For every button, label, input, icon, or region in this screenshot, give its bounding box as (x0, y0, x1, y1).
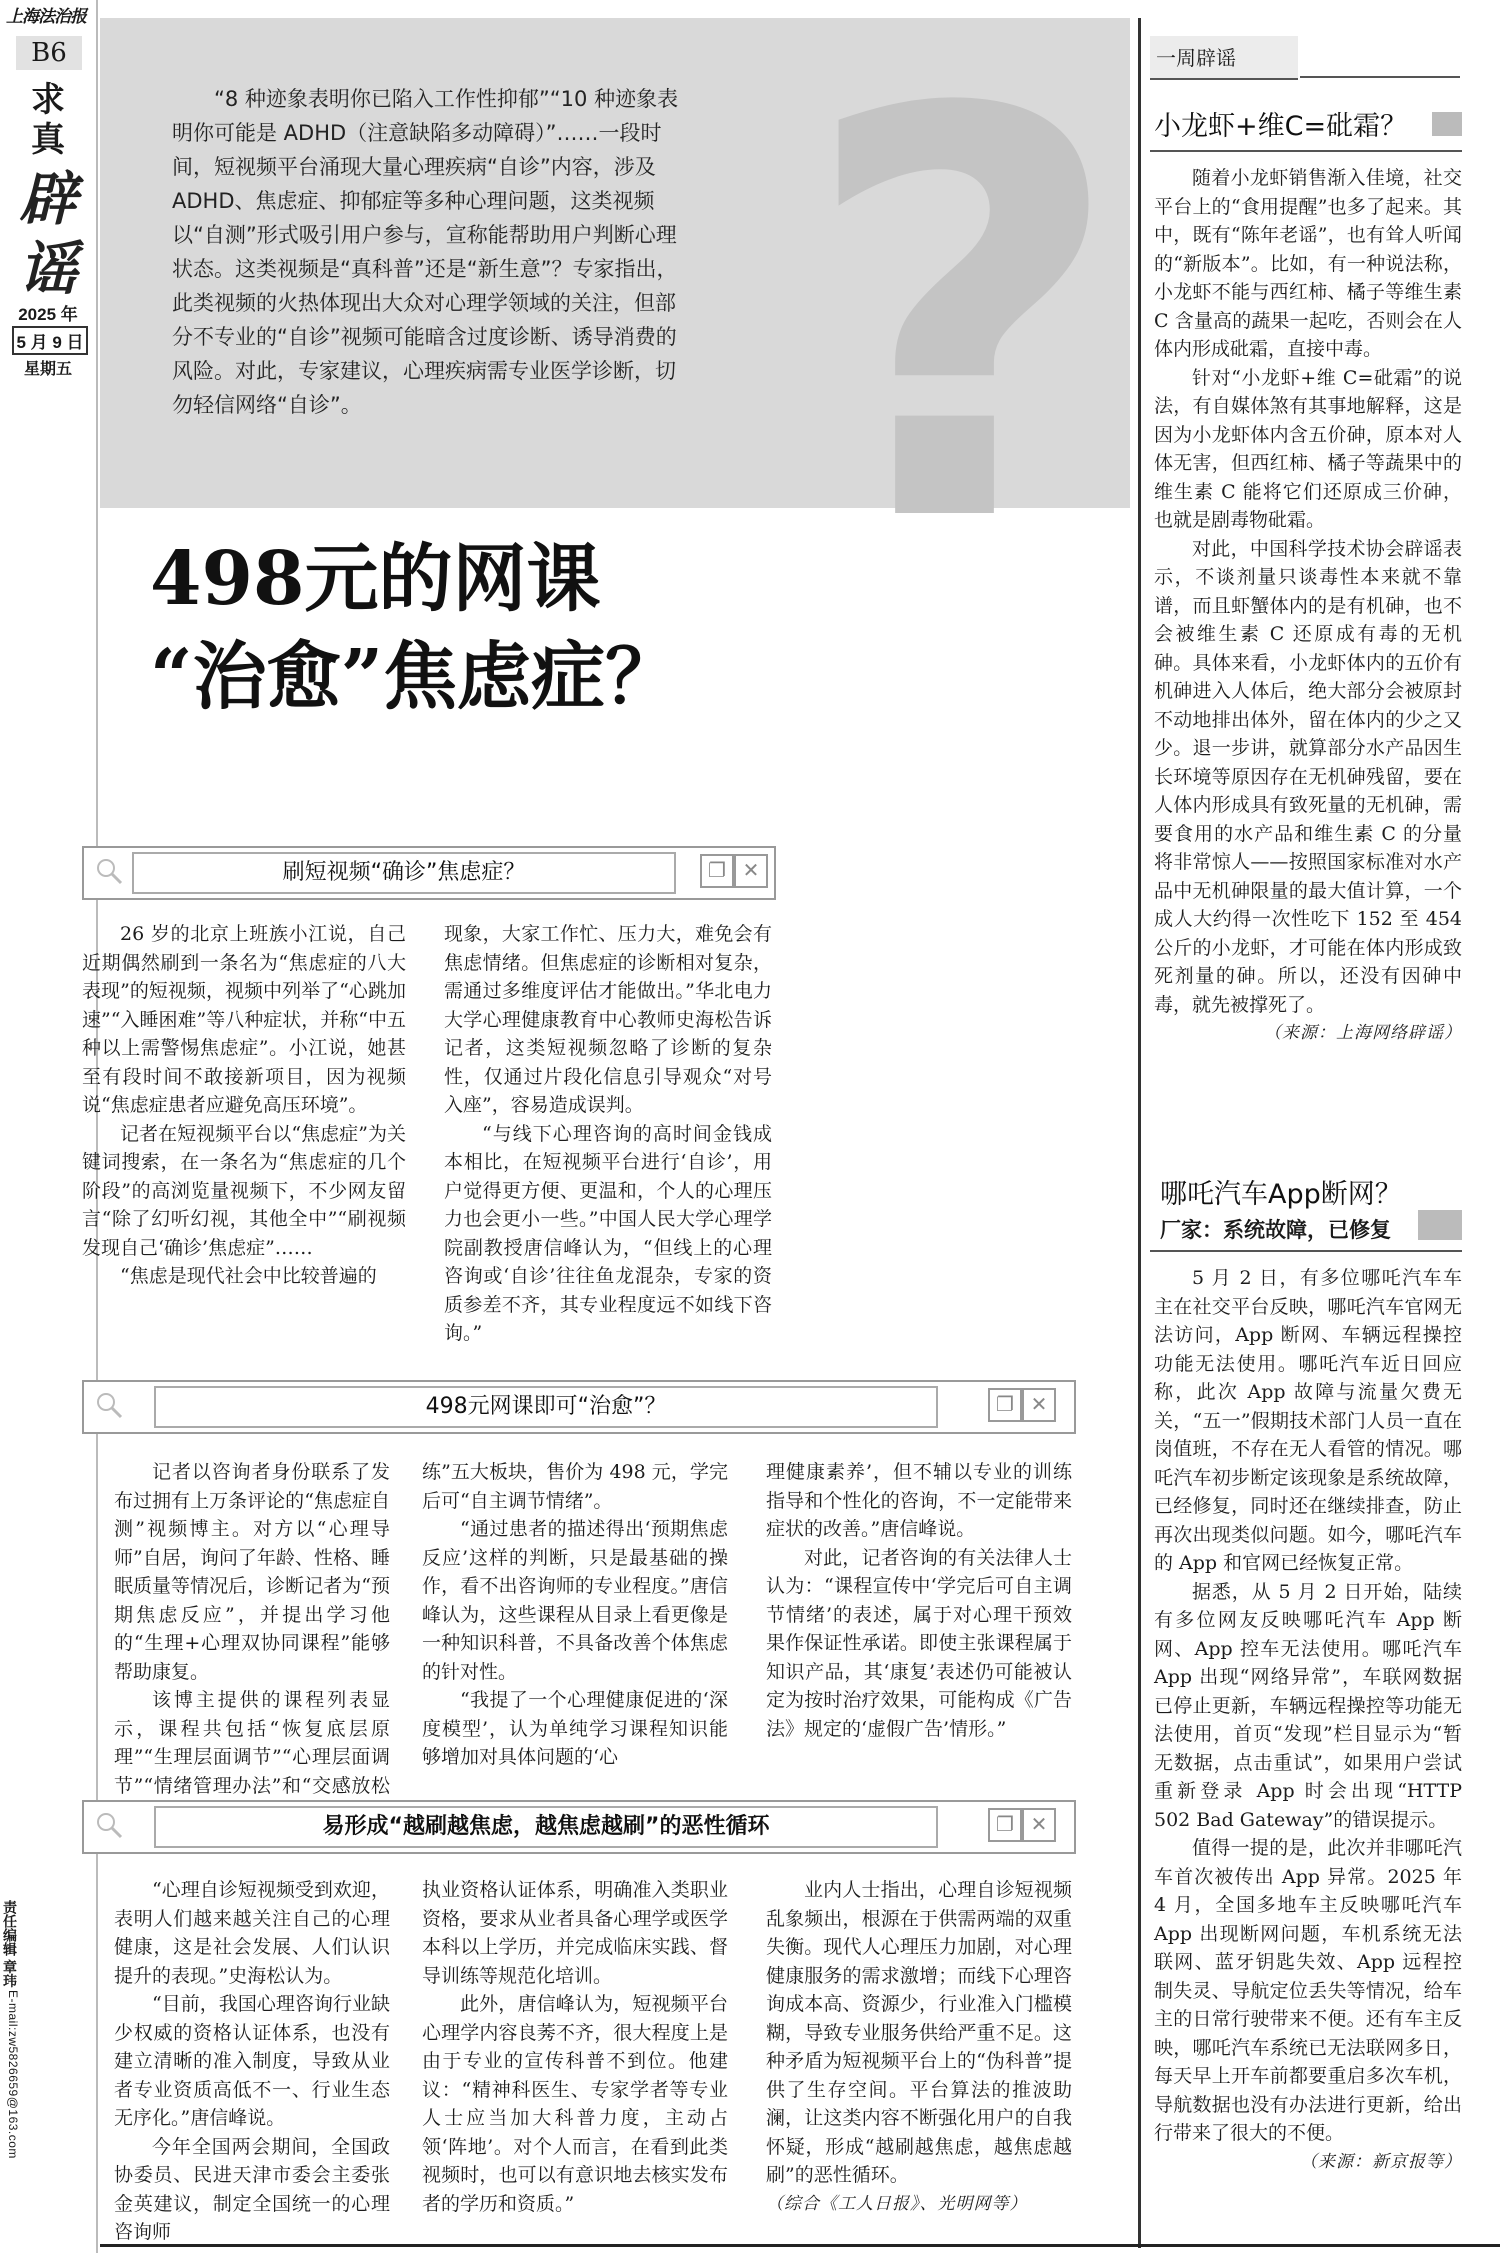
tab-rule (1300, 76, 1460, 78)
editor-credit (2, 1900, 20, 1988)
editor-name: 章玮 (2, 1959, 18, 1988)
issue-date: 5 月 9 日 (12, 326, 88, 355)
paragraph: “我提了一个心理健康促进的‘深度模型’，认为单纯学习课程知识能够增加对具体问题的‘心 (422, 1689, 728, 1768)
window-buttons (988, 1808, 1054, 1842)
title-rule (1150, 150, 1462, 152)
close-icon: ✕ (734, 854, 768, 888)
section-column (422, 1876, 728, 2218)
section-column (766, 1876, 1072, 2218)
source-credit: （综合《工人日报》、光明网等） (766, 2193, 1028, 2214)
paragraph: 对此，中国科学技术协会辟谣表示，不谈剂量只谈毒性本来就不靠谱，而且虾蟹体内的是有机砷，也不会被维生素 C 还原成有毒的无机砷。具体来看，小龙虾体内的五价有机砷进入人体后，绝大部分会被原封不动地排出体外，留在体内的少之又少。退一步讲，就算部分水产品因生长环境等原因存在无机砷残留，要在人体内形成具有致死量的无机砷，需要食用的水产品和维生素 C 的分量将非常惊人——按照国家标准对水产品中无机砷限量的最大值计算，一个成人大约得一次性吃下 152 至 454 公斤的小龙虾，才可能在体内形成致死剂量的砷。所以，还没有因砷中毒，就先被撑死了。 (1154, 537, 1462, 1016)
paragraph: 此外，唐信峰认为，短视频平台心理学内容良莠不齐，很大程度上是由于专业的宣传科普不到位。他建议：“精神科医生、专家学者等专业人士应当加大科普力度，主动占领‘阵地’。对个人而言，在看到此类视频时，也可以有意识地去核实发布者的学历和资质。” (422, 1993, 728, 2215)
paragraph: 随着小龙虾销售渐入佳境，社交平台上的“食用提醒”也多了起来。其中，既有“陈年老谣”，也有耸人听闻的“新版本”。比如，有一种说法称，小龙虾不能与西红柿、橘子等维生素 C 含量高的蔬果一起吃，否则会在人体内形成砒霜，直接中毒。 (1154, 167, 1462, 360)
title-square (1432, 112, 1462, 136)
paragraph: 记者以咨询者身份联系了发布过拥有上万条评论的“焦虑症自测”视频博主。对方以“心理导师”自居，询问了年龄、性格、睡眠质量等情况后，诊断记者为“预期焦虑反应”，并提出学习他的“生理+心理双协同课程”能够帮助康复。 (114, 1461, 390, 1683)
section-column (82, 920, 406, 1291)
paragraph: 记者在短视频平台以“焦虑症”为关键词搜索，在一条名为“焦虑症的几个阶段”的高浏览量视频下，不少网友留言“除了幻听幻视，其他全中”“刷视频发现自己‘确诊’焦虑症”…… (82, 1122, 406, 1259)
paragraph: 练”五大板块，售价为 498 元，学完后可“自主调节情绪”。 (422, 1461, 728, 1512)
question-mark-graphic: ? (800, 0, 1125, 646)
story-title: 小龙虾+维C=砒霜？ (1154, 111, 1408, 142)
section-title: 刷短视频“确诊”焦虑症？ (132, 852, 676, 894)
headline (150, 530, 840, 726)
source-credit: （来源：上海网络辟谣） (1264, 1023, 1462, 1043)
intro-text: “8 种迹象表明你已陷入工作性抑郁”“10 种迹象表明你可能是 ADHD（注意缺陷多动障碍）”……一段时间，短视频平台涌现大量心理疾病“自诊”内容，涉及 ADHD、焦虑症、抑郁症等多种心理问题，这类视频以“自测”形式吸引用户参与，宣称能帮助用户判断心理状态。这类视频是“真科普”还是“新生意”？专家指出，此类视频的火热体现出大众对心理学领域的关注，但部分不专业的“自诊”视频可能暗含过度诊断、诱导消费的风险。对此，专家建议，心理疾病需专业医学诊断，切勿轻信网络“自诊”。 (172, 87, 679, 417)
story-body (1154, 164, 1462, 1048)
column-name-char: 求 (31, 80, 65, 120)
title-rule (1150, 1250, 1462, 1252)
paragraph: 理健康素养’，但不辅以专业的训练指导和个性化的咨询，不一定能带来症状的改善。”唐信峰说。 (766, 1461, 1072, 1540)
paragraph: 值得一提的是，此次并非哪吒汽车首次被传出 App 异常。2025 年 4 月，全国多地车主反映哪吒汽车 App 出现断网问题，车机系统无法联网、蓝牙钥匙失效、App 远程控制失灵、导航定位丢失等情况，给车主的日常行驶带来不便。还有车主反映，哪吒汽车系统已无法联网多日，每天早上开车前都要重启多次车机，导航数据也没有办法进行更新，给出行带来了很大的不便。 (1154, 1837, 1462, 2144)
subtitle-square (1418, 1210, 1462, 1240)
window-buttons (700, 854, 766, 888)
restore-icon: ❐ (700, 854, 734, 888)
magnifier-icon (94, 856, 124, 886)
column-name-big (10, 164, 86, 304)
weekly-tab-label: 一周辟谣 (1156, 46, 1236, 70)
headline-line: “治愈”焦虑症？ (150, 634, 680, 720)
section-bar (82, 846, 776, 900)
issue-weekday: 星期五 (23, 361, 72, 378)
column-name (18, 80, 78, 160)
section-bar (82, 1800, 1076, 1854)
column-name-big-char: 谣 (18, 235, 77, 303)
paragraph: 针对“小龙虾+维 C=砒霜”的说法，有自媒体煞有其事地解释，这是因为小龙虾体内含五价砷，原本对人体无害，但西红柿、橘子等蔬果中的维生素 C 能将它们还原成三价砷，也就是剧毒物砒霜。 (1154, 366, 1462, 531)
section-bar (82, 1380, 1076, 1434)
paragraph: “心理自诊短视频受到欢迎，表明人们越来越关注自己的心理健康，这是社会发展、人们认识提升的表现。”史海松认为。 (114, 1879, 390, 1987)
story-title: 哪吒汽车App断网？ (1160, 1179, 1402, 1210)
section-column (444, 920, 772, 1348)
paragraph: 5 月 2 日，有多位哪吒汽车车主在社交平台反映，哪吒汽车官网无法访问，App 断网、车辆远程操控功能无法使用。哪吒汽车近日回应称，此次 App 故障与流量欠费无关，“五一”假期技术部门人员一直在岗值班，不存在无人看管的情况。哪吒汽车初步断定该现象是系统故障，已经修复，同时还在继续排查，防止再次出现类似问题。如今，哪吒汽车的 App 和官网已经恢复正常。 (1154, 1267, 1462, 1574)
bottom-border (100, 2244, 1500, 2247)
paragraph: “通过患者的描述得出‘预期焦虑反应’这样的判断，只是最基础的操作，看不出咨询师的专业程度。”唐信峰认为，这些课程从目录上看更像是一种知识科普，不具备改善个体焦虑的针对性。 (422, 1518, 728, 1683)
paragraph: 据悉，从 5 月 2 日开始，陆续有多位网友反映哪吒汽车 App 断网、App 控车无法使用。哪吒汽车 App 出现“网络异常”，车联网数据已停止更新，车辆远程操控等功能无法使用，首页“发现”栏目显示为“暂无数据，点击重试”，如果用户尝试重新登录 App 时会出现“HTTP 502 Bad Gateway”的错误提示。 (1154, 1580, 1462, 1831)
magnifier-icon (94, 1810, 124, 1840)
paragraph: 对此，记者咨询的有关法律人士认为：“课程宣传中‘学完后可自主调节情绪’的表述，属于对心理干预效果作保证性承诺。即使主张课程属于知识产品，其‘康复’表述仍可能被认定为按时治疗效果，可能构成《广告法》规定的‘虚假广告’情形。” (766, 1546, 1072, 1740)
paragraph: 现象，大家工作忙、压力大，难免会有焦虑情绪。但焦虑症的诊断相对复杂，需通过多维度评估才能做出。”华北电力大学心理健康教育中心教师史海松告诉记者，这类短视频忽略了诊断的复杂性，仅通过片段化信息引导观众“对号入座”，容易造成误判。 (444, 923, 772, 1116)
paragraph: “焦虑是现代社会中比较普遍的 (120, 1265, 377, 1287)
editor-label: 责任编辑 (2, 1900, 18, 1956)
page-number: B6 (16, 36, 82, 70)
restore-icon: ❐ (988, 1808, 1022, 1842)
close-icon: ✕ (1022, 1808, 1056, 1842)
source-credit: （来源：新京报等） (1300, 2151, 1462, 2172)
window-buttons (988, 1388, 1054, 1422)
magnifier-icon (94, 1390, 124, 1420)
paragraph: 该博主提供的课程列表显示，课程共包括“恢复底层原理”“生理层面调节”“心理层面调节”“情绪管理办法”和“交感放松 (114, 1689, 390, 1797)
headline-line: 498元的网课 (150, 536, 601, 622)
section-column (114, 1458, 390, 1829)
section-column (422, 1458, 728, 1772)
story-subtitle: 厂家：系统故障，已修复 (1160, 1218, 1391, 1242)
paper-logo: 上海法治报 (6, 7, 86, 27)
paragraph: 业内人士指出，心理自诊短视频乱象频出，根源在于供需两端的双重失衡。现代人心理压力加剧，对心理健康服务的需求激增；而线下心理咨询成本高、资源少，行业准入门槛模糊，导致专业服务供给严重不足。这种矛盾为短视频平台上的“伪科普”提供了生存空间。平台算法的推波助澜，让这类内容不断强化用户的自我怀疑，形成“越刷越焦虑，越焦虑越刷”的恶性循环。 (766, 1879, 1072, 2186)
paragraph: 执业资格认证体系，明确准入类职业资格，要求从业者具备心理学或医学本科以上学历，并完成临床实践、督导训练等规范化培训。 (422, 1879, 728, 1987)
close-icon: ✕ (1022, 1388, 1056, 1422)
section-column (766, 1458, 1072, 1743)
editor-email: E-mail:zw5826659@163.com (6, 1990, 20, 2159)
right-column-divider (1138, 18, 1141, 2248)
column-name-big-char: 辟 (18, 165, 77, 233)
section-title: 498元网课即可“治愈”？ (154, 1386, 938, 1428)
paragraph: 今年全国两会期间，全国政协委员、民进天津市委会主委张金英建议，制定全国统一的心理咨询师 (114, 2135, 390, 2243)
issue-year: 2025 年 (18, 305, 78, 324)
section-column (114, 1876, 390, 2247)
section-title: 易形成“越刷越焦虑，越焦虑越刷”的恶性循环 (154, 1806, 938, 1848)
restore-icon: ❐ (988, 1388, 1022, 1422)
column-name-char: 真 (31, 120, 65, 160)
paragraph: “与线下心理咨询的高时间金钱成本相比，在短视频平台进行‘自诊’，用户觉得更方便、更温和，个人的心理压力也会更小一些。”中国人民大学心理学院副教授唐信峰认为，“但线上的心理咨询或‘自诊’往往鱼龙混杂，专家的资质参差不齐，其专业程度远不如线下咨询。” (444, 1122, 772, 1344)
paragraph: “目前，我国心理咨询行业缺少权威的资格认证体系，也没有建立清晰的准入制度，导致从业者专业资质高低不一、行业生态无序化。”唐信峰说。 (114, 1993, 390, 2129)
story-body (1154, 1264, 1462, 2176)
paragraph: 26 岁的北京上班族小江说，自己近期偶然刷到一条名为“焦虑症的八大表现”的短视频，视频中列举了“心跳加速”“入睡困难”等八种症状，并称“中五种以上需警惕焦虑症”。小江说，她甚至有段时间不敢接新项目，因为视频说“焦虑症患者应避免高压环境”。 (82, 923, 406, 1116)
